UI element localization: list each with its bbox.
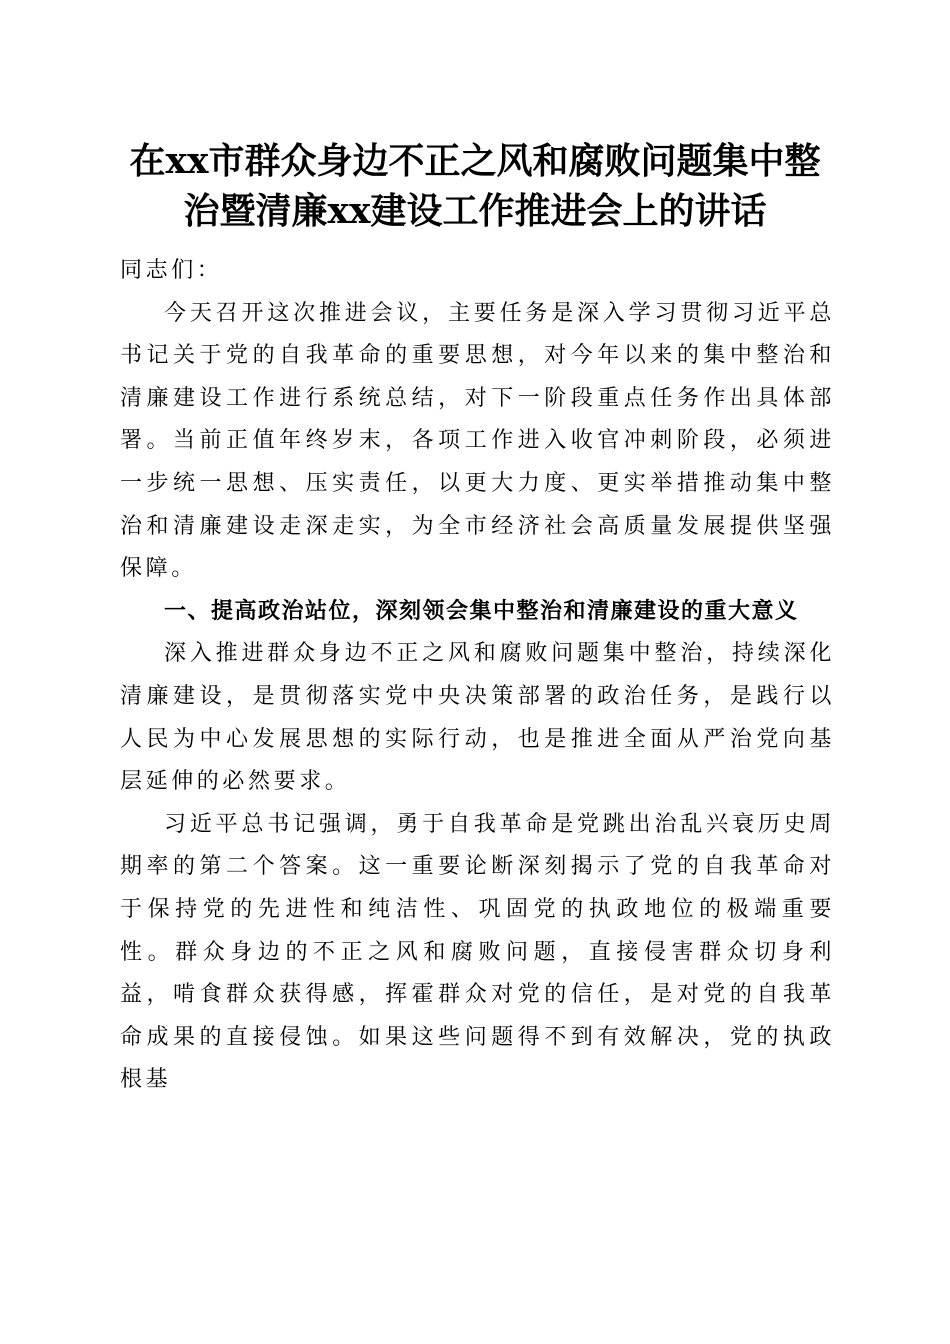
- paragraph: 习近平总书记强调，勇于自我革命是党跳出治乱兴衰历史周期率的第二个答案。这一重要论断深刻揭示了党的自我革命对于保持党的先进性和纯洁性、巩固党的执政地位的极端重要性。群众身边的不正之风和腐败问题，直接侵害群众切身利益，啃食群众获得感，挥霍群众对党的信任，是对党的自我革命成果的直接侵蚀。如果这些问题得不到有效解决，党的执政根基: [120, 811, 835, 1093]
- document-title: [100, 136, 850, 236]
- document-body: [120, 250, 835, 1102]
- paragraph: 深入推进群众身边不正之风和腐败问题集中整治，持续深化清廉建设，是贯彻落实党中央决策部署的政治任务，是践行以人民为中心发展思想的实际行动，也是推进全面从严治党向基层延伸的必然要求。: [120, 641, 835, 795]
- salutation: 同志们：: [120, 258, 223, 283]
- title-line-2: 治暨清廉xx建设工作推进会上的讲话: [183, 190, 767, 232]
- title-line-1: 在xx市群众身边不正之风和腐败问题集中整: [129, 140, 821, 182]
- section-heading: 一、提高政治站位，深刻领会集中整治和清廉建设的重大意义: [164, 598, 799, 624]
- paragraph: 今天召开这次推进会议，主要任务是深入学习贯彻习近平总书记关于党的自我革命的重要思想，对今年以来的集中整治和清廉建设工作进行系统总结，对下一阶段重点任务作出具体部署。当前正值年终岁末，各项工作进入收官冲刺阶段，必须进一步统一思想、压实责任，以更大力度、更实举措推动集中整治和清廉建设走深走实，为全市经济社会高质量发展提供坚强保障。: [120, 300, 835, 582]
